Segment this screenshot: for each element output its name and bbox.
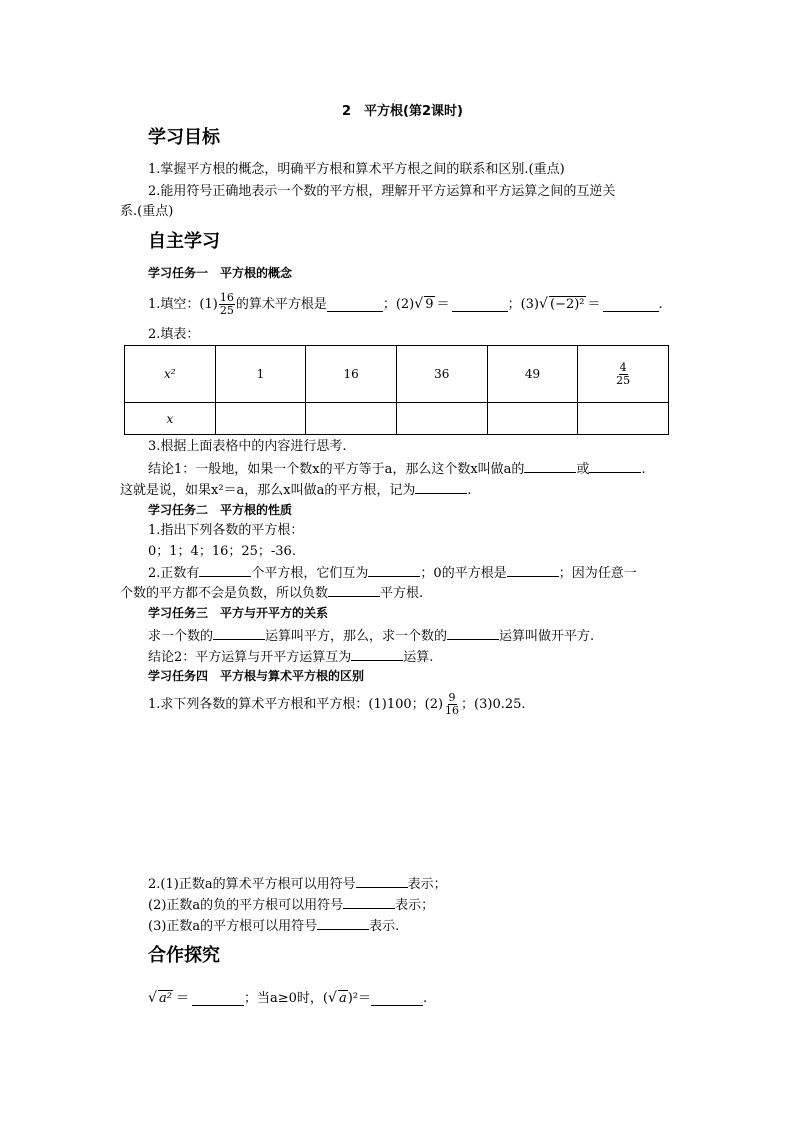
q1-equals-3: ＝ bbox=[587, 296, 601, 312]
task2-blank-3[interactable] bbox=[507, 563, 559, 577]
q1-blank-3[interactable] bbox=[603, 298, 659, 312]
conclusion-2: 结论2：平方运算与开平方运算互为 运算. bbox=[148, 647, 433, 667]
table-cell-value: 1 bbox=[215, 346, 306, 403]
q1-part2: ；(2) bbox=[382, 296, 415, 312]
task4-fraction bbox=[444, 692, 460, 717]
task2-blank-4[interactable] bbox=[328, 583, 380, 597]
q1-radical-2: √ 9 bbox=[415, 296, 434, 314]
task4-question-2-1: 2.(1)正数a的算术平方根可以用符号 表示； bbox=[148, 874, 447, 894]
task4-heading: 学习任务四 平方根与算术平方根的区别 bbox=[148, 669, 365, 683]
q1-fraction-denominator: 25 bbox=[219, 304, 234, 317]
coop-blank-1[interactable] bbox=[192, 992, 244, 1006]
page-title: 2 平方根(第2课时) bbox=[342, 104, 463, 119]
q1-blank-2[interactable] bbox=[452, 298, 508, 312]
q1-blank-1[interactable] bbox=[327, 298, 383, 312]
square-root-table bbox=[124, 345, 669, 435]
task2-question-2-line-2: 个数的平方都不会是负数，所以负数 平方根. bbox=[120, 583, 423, 603]
task4-fraction-denominator: 16 bbox=[445, 704, 460, 717]
task3-blank-1[interactable] bbox=[213, 626, 265, 640]
task4-blank-2[interactable] bbox=[343, 895, 395, 909]
table-answer-cell[interactable] bbox=[306, 403, 397, 435]
task3-line-1: 求一个数的 运算叫平方，那么，求一个数的 运算叫做开平方. bbox=[148, 626, 594, 646]
q1-part3: ；(3) bbox=[507, 296, 539, 312]
table-cell-value: 16 bbox=[306, 346, 397, 403]
task2-blank-2[interactable] bbox=[368, 563, 420, 577]
table-answer-cell[interactable] bbox=[215, 403, 306, 435]
coop-radical-1: √ a² bbox=[149, 990, 173, 1008]
conclusion-1-line-2: 这就是说，如果x²＝a，那么x叫做a的平方根，记为 . bbox=[120, 480, 472, 500]
task4-blank-3[interactable] bbox=[317, 916, 369, 930]
q1-prefix: 1.填空：(1) bbox=[148, 296, 218, 312]
task2-question-1: 1.指出下列各数的平方根： bbox=[148, 523, 304, 538]
task1-question-3: 3.根据上面表格中的内容进行思考. bbox=[148, 439, 347, 454]
table-cell-fraction bbox=[578, 346, 669, 403]
table-row-x-squared bbox=[125, 346, 669, 403]
goal-2-line-2: 系.(重点) bbox=[120, 204, 174, 219]
task4-blank-1[interactable] bbox=[356, 874, 408, 888]
conclusion-1-blank-3[interactable] bbox=[415, 480, 467, 494]
table-cell-value: 49 bbox=[487, 346, 578, 403]
table-answer-cell[interactable] bbox=[396, 403, 487, 435]
table-cell-value: 36 bbox=[396, 346, 487, 403]
section-heading-cooperate: 合作探究 bbox=[148, 945, 220, 966]
task2-blank-1[interactable] bbox=[199, 563, 251, 577]
table-row-x bbox=[125, 403, 669, 435]
task3-blank-2[interactable] bbox=[447, 626, 499, 640]
table-label-x-squared: x² bbox=[125, 346, 216, 403]
table-fraction-denominator: 25 bbox=[616, 373, 631, 387]
q1-radical-3: √ (−2)² bbox=[540, 296, 586, 314]
table-label-x: x bbox=[125, 403, 216, 435]
task2-question-2-line-1: 2.正数有 个平方根，它们互为 ；0的平方根是 ；因为任意一 bbox=[148, 563, 637, 583]
q1-fraction bbox=[219, 292, 235, 317]
conclusion-2-blank[interactable] bbox=[351, 647, 403, 661]
conclusion-1-blank-2[interactable] bbox=[589, 459, 641, 473]
table-fraction bbox=[615, 362, 631, 387]
conclusion-1-line-1: 结论1：一般地，如果一个数x的平方等于a，那么这个数x叫做a的 或 . bbox=[148, 459, 646, 479]
coop-question: √ a² ＝ ；当a≥0时，( √ a )²＝ . bbox=[148, 990, 427, 1008]
table-fraction-numerator: 4 bbox=[619, 360, 627, 374]
q1-fraction-numerator: 16 bbox=[219, 291, 234, 304]
q1-equals-2: ＝ bbox=[436, 296, 450, 312]
section-heading-goals: 学习目标 bbox=[148, 127, 220, 148]
q1-text: 的算术平方根是 bbox=[235, 296, 327, 312]
section-heading-self-study: 自主学习 bbox=[148, 231, 220, 252]
coop-radical-2: √ a bbox=[329, 990, 348, 1008]
task2-heading: 学习任务二 平方根的性质 bbox=[148, 503, 293, 517]
goal-2-line-1: 2.能用符号正确地表示一个数的平方根，理解开平方运算和平方运算之间的互逆关 bbox=[148, 184, 616, 199]
task1-question-1: 1.填空：(1) $\frac{16}{25}$ 的算术平方根是 ；(2) √ 9 ＝ ；(3) √ (−2)² ＝ . bbox=[148, 292, 663, 317]
task1-heading: 学习任务一 平方根的概念 bbox=[148, 266, 293, 280]
task4-question-2-3: (3)正数a的平方根可以用符号 表示. bbox=[148, 916, 399, 936]
table-answer-cell[interactable] bbox=[578, 403, 669, 435]
goal-1: 1.掌握平方根的概念，明确平方根和算术平方根之间的联系和区别.(重点) bbox=[148, 162, 565, 177]
conclusion-1-blank-1[interactable] bbox=[524, 459, 576, 473]
coop-blank-2[interactable] bbox=[371, 992, 423, 1006]
task1-question-2: 2.填表： bbox=[148, 327, 200, 342]
task4-fraction-numerator: 9 bbox=[448, 691, 456, 704]
table-answer-cell[interactable] bbox=[487, 403, 578, 435]
task3-heading: 学习任务三 平方与开平方的关系 bbox=[148, 606, 329, 620]
task4-question-1: 1.求下列各数的算术平方根和平方根：(1)100；(2) $\frac{9}{16}$ ；(3)0.25. bbox=[148, 691, 526, 717]
task4-question-2-2: (2)正数a的负的平方根可以用符号 表示； bbox=[148, 895, 434, 915]
task2-numbers: 0；1；4；16；25；-36. bbox=[148, 544, 296, 559]
